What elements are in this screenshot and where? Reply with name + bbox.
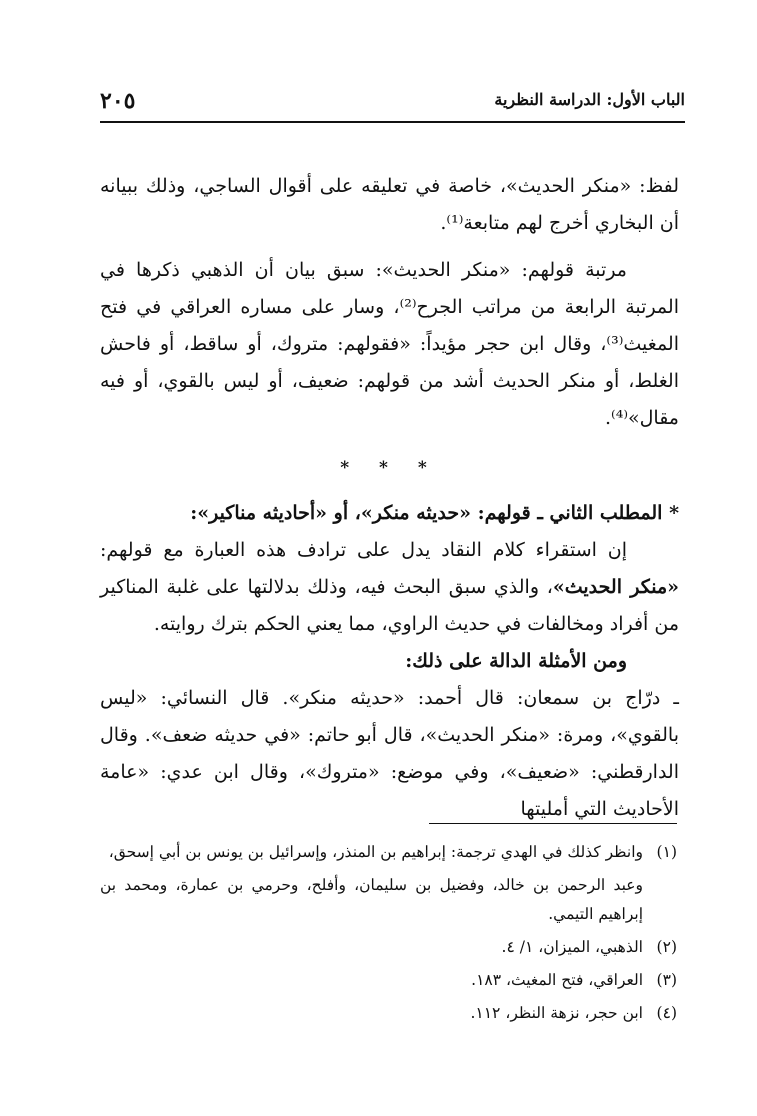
paragraph-1: لفظ: «منكر الحديث»، خاصة في تعليقه على أقوال الساجي، وذلك ببيانه أن البخاري أخرج لهم متابعة⁽¹⁾. [100, 175, 679, 234]
footnote-number: (٤) [656, 1004, 677, 1022]
footnote-1-continuation: وعبد الرحمن بن خالد، وفضيل بن سليمان، وأفلح، وحرمي بن عمارة، ومحمد بن إبراهيم التيمي. [100, 876, 643, 923]
footnote-1 [100, 838, 677, 867]
paragraph-3 [100, 532, 679, 643]
footnote-text: العراقي، فتح المغيث، ١٨٣. [471, 971, 643, 989]
footnote-text: الذهبي، الميزان، ١/ ٤. [501, 938, 643, 956]
paragraph-3-term: «منكر الحديث» [552, 576, 679, 598]
footnote-divider [429, 823, 677, 824]
footnote-number: (٢) [656, 938, 677, 956]
chapter-title: الباب الأول: الدراسة النظرية [494, 90, 685, 109]
footnote-2 [100, 933, 677, 962]
footnote-text: وانظر كذلك في الهدي ترجمة: إبراهيم بن المنذر، وإسرائيل بن يونس بن أبي إسحق، [108, 843, 643, 861]
footnote-text: ابن حجر، نزهة النظر، ١١٢. [470, 1004, 643, 1022]
examples-heading: ومن الأمثلة الدالة على ذلك: [405, 650, 627, 672]
header-divider [100, 121, 685, 123]
footnote-3 [100, 966, 677, 995]
page-number: ٢٠٥ [100, 88, 136, 114]
footnotes [100, 838, 677, 1032]
paragraph-4: ـ درّاج بن سمعان: قال أحمد: «حديثه منكر». قال النسائي: «ليس بالقوي»، ومرة: «منكر الحديث»، قال أبو حاتم: «في حديثه ضعف». وقال الدارقطني: «ضعيف»، وفي موضع: «متروك»، وقال ابن عدي: «عامة الأحاديث التي أمليتها [100, 687, 679, 820]
running-header [100, 88, 685, 118]
footnote-number: (٣) [656, 971, 677, 989]
footnote-4 [100, 999, 677, 1028]
footnote-number: (١) [656, 843, 677, 861]
paragraph-3-lead: إن استقراء كلام النقاد يدل على ترادف هذه العبارة مع قولهم: [100, 539, 627, 561]
section-separator: * * * [340, 458, 439, 478]
paragraph-3-rest: ، والذي سبق البحث فيه، وذلك بدلالتها على غلبة المناكير من أفراد ومخالفات في حديث الراوي، مما يعني الحكم بترك روايته. [100, 576, 679, 635]
main-text [100, 168, 679, 828]
paragraph-2: مرتبة قولهم: «منكر الحديث»: سبق بيان أن الذهبي ذكرها في المرتبة الرابعة من مراتب الجرح⁽²⁾، وسار على مساره العراقي في فتح المغيث⁽³⁾، وقال ابن حجر مؤيداً: «فقولهم: متروك، أو ساقط، أو فاحش الغلط، أو منكر الحديث أشد من قولهم: ضعيف، أو ليس بالقوي، أو فيه مقال»⁽⁴⁾. [100, 259, 679, 429]
section-heading: * المطلب الثاني ـ قولهم: «حديثه منكر»، أو «أحاديثه مناكير»: [190, 502, 679, 524]
